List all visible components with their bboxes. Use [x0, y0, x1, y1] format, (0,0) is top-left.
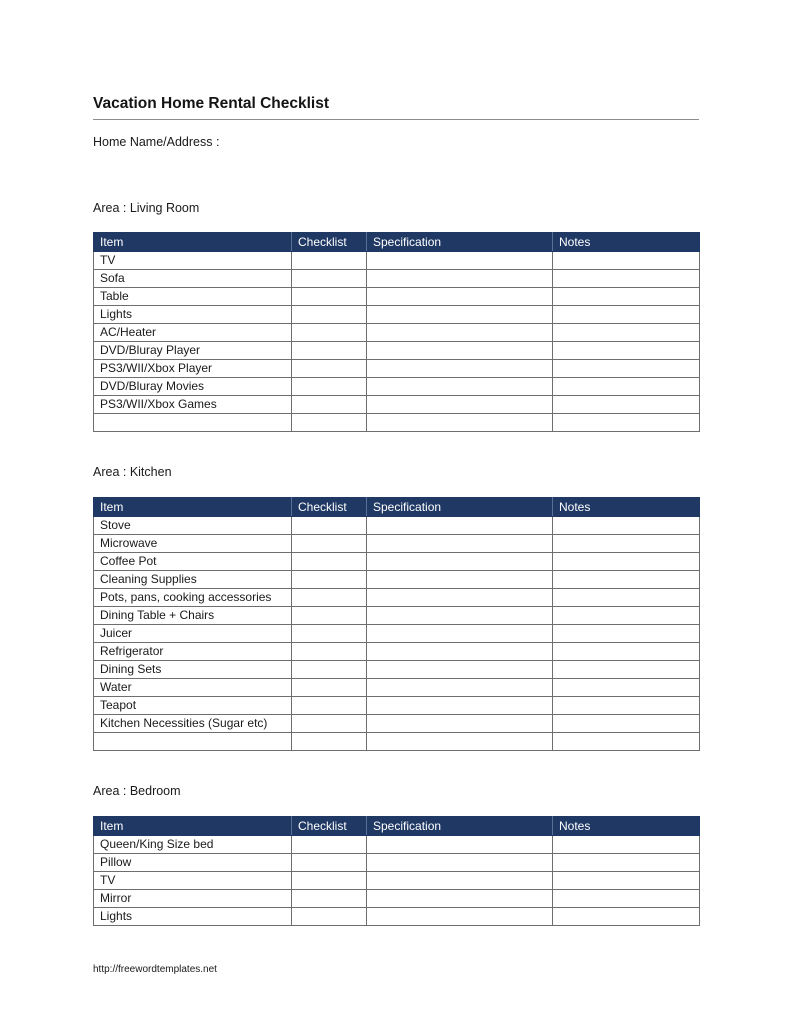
item-cell: Pillow — [94, 854, 292, 872]
table-header-row — [94, 498, 700, 517]
item-cell: PS3/WII/Xbox Games — [94, 396, 292, 414]
checklist-cell[interactable] — [292, 908, 367, 926]
table-row — [94, 342, 700, 360]
item-cell: Mirror — [94, 890, 292, 908]
checklist-cell[interactable] — [292, 396, 367, 414]
specification-cell[interactable] — [367, 342, 553, 360]
header-specification: Specification — [367, 498, 553, 517]
item-cell: Pots, pans, cooking accessories — [94, 589, 292, 607]
specification-cell[interactable] — [367, 890, 553, 908]
table-row — [94, 908, 700, 926]
item-cell: Stove — [94, 517, 292, 535]
table-row — [94, 553, 700, 571]
header-item: Item — [94, 817, 292, 836]
notes-cell[interactable] — [553, 414, 700, 432]
table-row — [94, 589, 700, 607]
table-row — [94, 872, 700, 890]
item-cell: Lights — [94, 908, 292, 926]
notes-cell[interactable] — [553, 396, 700, 414]
kitchen-table — [93, 497, 700, 751]
specification-cell[interactable] — [367, 288, 553, 306]
checklist-cell[interactable] — [292, 288, 367, 306]
item-cell: Coffee Pot — [94, 553, 292, 571]
checklist-cell[interactable] — [292, 625, 367, 643]
specification-cell[interactable] — [367, 589, 553, 607]
item-cell: TV — [94, 872, 292, 890]
item-cell: DVD/Bluray Movies — [94, 378, 292, 396]
notes-cell[interactable] — [553, 607, 700, 625]
notes-cell[interactable] — [553, 571, 700, 589]
bedroom-table — [93, 816, 700, 926]
notes-cell[interactable] — [553, 306, 700, 324]
specification-cell[interactable] — [367, 324, 553, 342]
checklist-cell[interactable] — [292, 661, 367, 679]
document-title: Vacation Home Rental Checklist — [93, 95, 330, 112]
specification-cell[interactable] — [367, 571, 553, 589]
notes-cell[interactable] — [553, 679, 700, 697]
notes-cell[interactable] — [553, 715, 700, 733]
notes-cell[interactable] — [553, 589, 700, 607]
specification-cell[interactable] — [367, 625, 553, 643]
checklist-cell[interactable] — [292, 643, 367, 661]
item-cell: Queen/King Size bed — [94, 836, 292, 854]
table-row — [94, 890, 700, 908]
table-row — [94, 607, 700, 625]
item-cell: PS3/WII/Xbox Player — [94, 360, 292, 378]
notes-cell[interactable] — [553, 288, 700, 306]
table-header-row — [94, 817, 700, 836]
item-cell: Dining Sets — [94, 661, 292, 679]
footer-url: http://freewordtemplates.net — [93, 964, 217, 975]
table-row — [94, 625, 700, 643]
table-row — [94, 252, 700, 270]
checklist-cell[interactable] — [292, 589, 367, 607]
checklist-cell[interactable] — [292, 360, 367, 378]
home-name-address-label: Home Name/Address : — [93, 135, 220, 149]
specification-cell[interactable] — [367, 306, 553, 324]
checklist-cell[interactable] — [292, 836, 367, 854]
item-cell: Teapot — [94, 697, 292, 715]
table-row — [94, 571, 700, 589]
checklist-cell[interactable] — [292, 890, 367, 908]
notes-cell[interactable] — [553, 733, 700, 751]
notes-cell[interactable] — [553, 535, 700, 553]
notes-cell[interactable] — [553, 854, 700, 872]
checklist-cell[interactable] — [292, 378, 367, 396]
notes-cell[interactable] — [553, 553, 700, 571]
notes-cell[interactable] — [553, 625, 700, 643]
specification-cell[interactable] — [367, 252, 553, 270]
area-label-kitchen: Area : Kitchen — [93, 465, 172, 479]
notes-cell[interactable] — [553, 836, 700, 854]
specification-cell[interactable] — [367, 414, 553, 432]
header-specification: Specification — [367, 233, 553, 252]
table-row — [94, 535, 700, 553]
item-cell — [94, 414, 292, 432]
specification-cell[interactable] — [367, 517, 553, 535]
checklist-cell[interactable] — [292, 697, 367, 715]
item-cell: AC/Heater — [94, 324, 292, 342]
table-row — [94, 360, 700, 378]
area-label-bedroom: Area : Bedroom — [93, 784, 181, 798]
item-cell: Juicer — [94, 625, 292, 643]
header-checklist: Checklist — [292, 233, 367, 252]
checklist-cell[interactable] — [292, 252, 367, 270]
notes-cell[interactable] — [553, 360, 700, 378]
checklist-cell[interactable] — [292, 306, 367, 324]
specification-cell[interactable] — [367, 270, 553, 288]
item-cell — [94, 733, 292, 751]
notes-cell[interactable] — [553, 697, 700, 715]
title-divider — [93, 119, 699, 120]
checklist-cell[interactable] — [292, 733, 367, 751]
checklist-cell[interactable] — [292, 553, 367, 571]
specification-cell[interactable] — [367, 733, 553, 751]
checklist-cell[interactable] — [292, 854, 367, 872]
table-header-row — [94, 233, 700, 252]
table-row — [94, 854, 700, 872]
notes-cell[interactable] — [553, 342, 700, 360]
checklist-cell[interactable] — [292, 414, 367, 432]
notes-cell[interactable] — [553, 661, 700, 679]
table-row — [94, 270, 700, 288]
checklist-cell[interactable] — [292, 324, 367, 342]
item-cell: DVD/Bluray Player — [94, 342, 292, 360]
notes-cell[interactable] — [553, 908, 700, 926]
item-cell: Table — [94, 288, 292, 306]
table-row — [94, 517, 700, 535]
notes-cell[interactable] — [553, 270, 700, 288]
specification-cell[interactable] — [367, 360, 553, 378]
checklist-cell[interactable] — [292, 342, 367, 360]
checklist-cell[interactable] — [292, 607, 367, 625]
specification-cell[interactable] — [367, 535, 553, 553]
header-item: Item — [94, 233, 292, 252]
specification-cell[interactable] — [367, 679, 553, 697]
checklist-cell[interactable] — [292, 679, 367, 697]
checklist-cell[interactable] — [292, 872, 367, 890]
table-row — [94, 733, 700, 751]
checklist-cell[interactable] — [292, 270, 367, 288]
header-notes: Notes — [553, 498, 700, 517]
specification-cell[interactable] — [367, 643, 553, 661]
checklist-cell[interactable] — [292, 517, 367, 535]
table-row — [94, 661, 700, 679]
item-cell: TV — [94, 252, 292, 270]
notes-cell[interactable] — [553, 890, 700, 908]
item-cell: Microwave — [94, 535, 292, 553]
table-row — [94, 697, 700, 715]
item-cell: Kitchen Necessities (Sugar etc) — [94, 715, 292, 733]
specification-cell[interactable] — [367, 908, 553, 926]
header-item: Item — [94, 498, 292, 517]
living-room-table — [93, 232, 700, 432]
item-cell: Sofa — [94, 270, 292, 288]
specification-cell[interactable] — [367, 607, 553, 625]
table-row — [94, 715, 700, 733]
checklist-cell[interactable] — [292, 715, 367, 733]
table-row — [94, 378, 700, 396]
item-cell: Refrigerator — [94, 643, 292, 661]
notes-cell[interactable] — [553, 872, 700, 890]
table-row — [94, 306, 700, 324]
table-row — [94, 324, 700, 342]
specification-cell[interactable] — [367, 396, 553, 414]
notes-cell[interactable] — [553, 517, 700, 535]
notes-cell[interactable] — [553, 378, 700, 396]
item-cell: Water — [94, 679, 292, 697]
header-notes: Notes — [553, 233, 700, 252]
specification-cell[interactable] — [367, 697, 553, 715]
item-cell: Lights — [94, 306, 292, 324]
specification-cell[interactable] — [367, 553, 553, 571]
header-checklist: Checklist — [292, 498, 367, 517]
table-row — [94, 679, 700, 697]
table-row — [94, 836, 700, 854]
notes-cell[interactable] — [553, 252, 700, 270]
checklist-cell[interactable] — [292, 535, 367, 553]
table-row — [94, 396, 700, 414]
header-notes: Notes — [553, 817, 700, 836]
header-checklist: Checklist — [292, 817, 367, 836]
item-cell: Cleaning Supplies — [94, 571, 292, 589]
table-row — [94, 288, 700, 306]
specification-cell[interactable] — [367, 715, 553, 733]
notes-cell[interactable] — [553, 324, 700, 342]
specification-cell[interactable] — [367, 836, 553, 854]
specification-cell[interactable] — [367, 661, 553, 679]
notes-cell[interactable] — [553, 643, 700, 661]
specification-cell[interactable] — [367, 854, 553, 872]
table-row — [94, 643, 700, 661]
header-specification: Specification — [367, 817, 553, 836]
checklist-cell[interactable] — [292, 571, 367, 589]
item-cell: Dining Table + Chairs — [94, 607, 292, 625]
specification-cell[interactable] — [367, 378, 553, 396]
area-label-living-room: Area : Living Room — [93, 201, 200, 215]
table-row — [94, 414, 700, 432]
specification-cell[interactable] — [367, 872, 553, 890]
